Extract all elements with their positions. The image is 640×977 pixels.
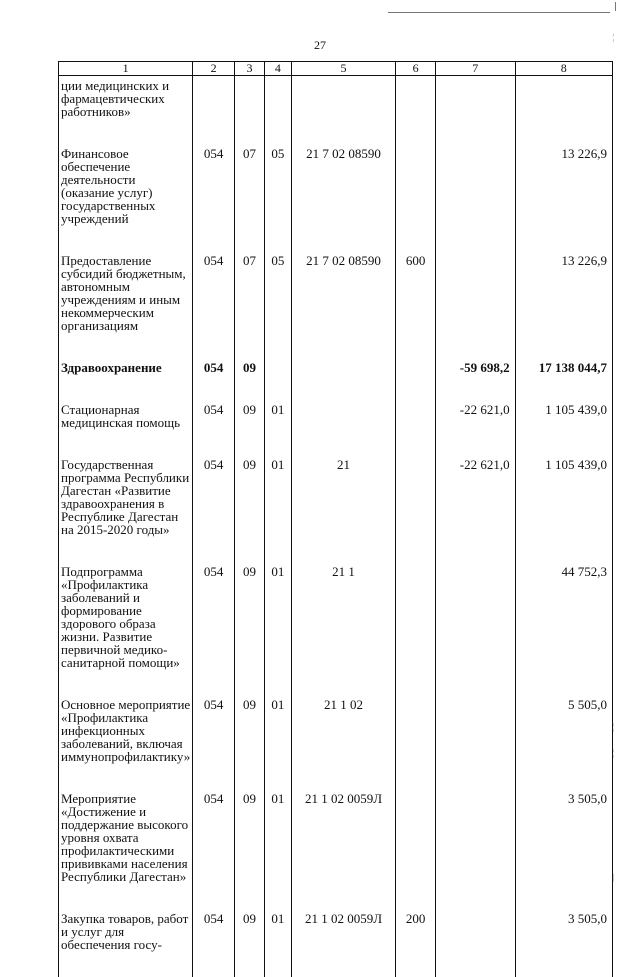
margin-mark: ¦ [612, 722, 614, 732]
col8-cell: 1 105 439,0 [515, 400, 612, 455]
col4-cell: 05 [264, 144, 291, 251]
col8-cell: 5 505,0 [515, 695, 612, 789]
row-name-cell: Предоставление субсидий бюджетным, автономным учреждениям и иным некоммерческим организациям [59, 251, 193, 358]
column-header: 4 [264, 62, 291, 76]
col5-cell: 21 1 02 [291, 695, 395, 789]
table-row [59, 695, 613, 789]
col6-cell: 600 [396, 251, 436, 358]
col7-cell [436, 251, 516, 358]
col6-cell [396, 455, 436, 562]
col7-cell: -22 621,0 [436, 400, 516, 455]
col4-cell: 01 [264, 455, 291, 562]
col4-cell: 01 [264, 562, 291, 695]
col7-cell [436, 695, 516, 789]
col2-cell: 054 [193, 144, 235, 251]
col5-cell [291, 76, 395, 145]
col2-cell: 054 [193, 909, 235, 977]
column-header: 3 [235, 62, 265, 76]
page-number: 27 [0, 38, 640, 53]
col3-cell: 07 [235, 251, 265, 358]
table-row [59, 909, 613, 977]
col5-cell: 21 1 02 0059Л [291, 789, 395, 909]
col3-cell: 09 [235, 358, 265, 400]
col6-cell [396, 358, 436, 400]
column-header: 7 [436, 62, 516, 76]
col3-cell: 09 [235, 789, 265, 909]
col6-cell [396, 144, 436, 251]
col7-cell: -59 698,2 [436, 358, 516, 400]
col4-cell: 01 [264, 695, 291, 789]
col2-cell: 054 [193, 251, 235, 358]
col2-cell: 054 [193, 358, 235, 400]
row-name-cell: Стационарная медицинская помощь [59, 400, 193, 455]
row-name-cell: Государственная программа Республики Дагестан «Развитие здравоохранения в Республике Дагестан на 2015-2020 годы» [59, 455, 193, 562]
col3-cell: 09 [235, 400, 265, 455]
row-name-cell: Финансовое обеспечение деятельности (оказание услуг) государственных учреждений [59, 144, 193, 251]
column-header: 5 [291, 62, 395, 76]
col2-cell: 054 [193, 400, 235, 455]
column-header: 1 [59, 62, 193, 76]
col8-cell [515, 76, 612, 145]
col8-cell: 17 138 044,7 [515, 358, 612, 400]
table-row [59, 455, 613, 562]
table-row [59, 144, 613, 251]
col4-cell: 01 [264, 400, 291, 455]
col6-cell [396, 76, 436, 145]
table-row [59, 562, 613, 695]
col5-cell: 21 1 02 0059Л [291, 909, 395, 977]
table-row [59, 76, 613, 145]
col7-cell [436, 789, 516, 909]
row-name-cell: Подпрограмма «Профилактика заболеваний и формирование здорового образа жизни. Развитие первичной медико-санитарной помощи» [59, 562, 193, 695]
table-header-row [59, 62, 613, 76]
row-name-cell: Мероприятие «Достижение и поддержание высокого уровня охвата профилактическими прививками населения Республики Дагестан» [59, 789, 193, 909]
col3-cell: 09 [235, 562, 265, 695]
row-name-cell: Закупка товаров, работ и услуг для обеспечения госу- [59, 909, 193, 977]
col4-cell [264, 76, 291, 145]
col2-cell: 054 [193, 695, 235, 789]
table-row [59, 789, 613, 909]
col5-cell: 21 7 02 08590 [291, 251, 395, 358]
col5-cell [291, 358, 395, 400]
table-row [59, 400, 613, 455]
col5-cell: 21 [291, 455, 395, 562]
col8-cell: 13 226,9 [515, 144, 612, 251]
col6-cell [396, 789, 436, 909]
col8-cell: 44 752,3 [515, 562, 612, 695]
col6-cell [396, 400, 436, 455]
column-header: 6 [396, 62, 436, 76]
col5-cell: 21 7 02 08590 [291, 144, 395, 251]
top-rule [388, 12, 610, 13]
table-row [59, 358, 613, 400]
col5-cell: 21 1 [291, 562, 395, 695]
col2-cell: 054 [193, 562, 235, 695]
row-name-cell: Здравоохранение [59, 358, 193, 400]
col8-cell: 1 105 439,0 [515, 455, 612, 562]
col8-cell: 13 226,9 [515, 251, 612, 358]
col2-cell [193, 76, 235, 145]
row-name-cell: Основное мероприятие «Профилактика инфекционных заболеваний, включая иммунопрофилактику» [59, 695, 193, 789]
table-row [59, 251, 613, 358]
margin-mark: ¦ [612, 748, 614, 758]
col7-cell: -22 621,0 [436, 455, 516, 562]
col7-cell [436, 76, 516, 145]
col2-cell: 054 [193, 789, 235, 909]
table-body [59, 76, 613, 977]
col4-cell: 01 [264, 909, 291, 977]
col3-cell: 09 [235, 455, 265, 562]
budget-table [58, 61, 613, 977]
col7-cell [436, 909, 516, 977]
col2-cell: 054 [193, 455, 235, 562]
column-header: 2 [193, 62, 235, 76]
col8-cell: 3 505,0 [515, 789, 612, 909]
margin-mark: | [612, 872, 614, 882]
col4-cell [264, 358, 291, 400]
col8-cell: 3 505,0 [515, 909, 612, 977]
corner-mark [615, 2, 616, 11]
row-name-cell: ции медицинских и фармацевтических работников» [59, 76, 193, 145]
col7-cell [436, 144, 516, 251]
col3-cell: 07 [235, 144, 265, 251]
margin-mark: ¦ [612, 32, 614, 42]
column-header: 8 [515, 62, 612, 76]
col6-cell [396, 562, 436, 695]
col3-cell: 09 [235, 909, 265, 977]
col3-cell [235, 76, 265, 145]
col5-cell [291, 400, 395, 455]
col6-cell [396, 695, 436, 789]
col4-cell: 05 [264, 251, 291, 358]
col7-cell [436, 562, 516, 695]
col3-cell: 09 [235, 695, 265, 789]
col4-cell: 01 [264, 789, 291, 909]
col6-cell: 200 [396, 909, 436, 977]
